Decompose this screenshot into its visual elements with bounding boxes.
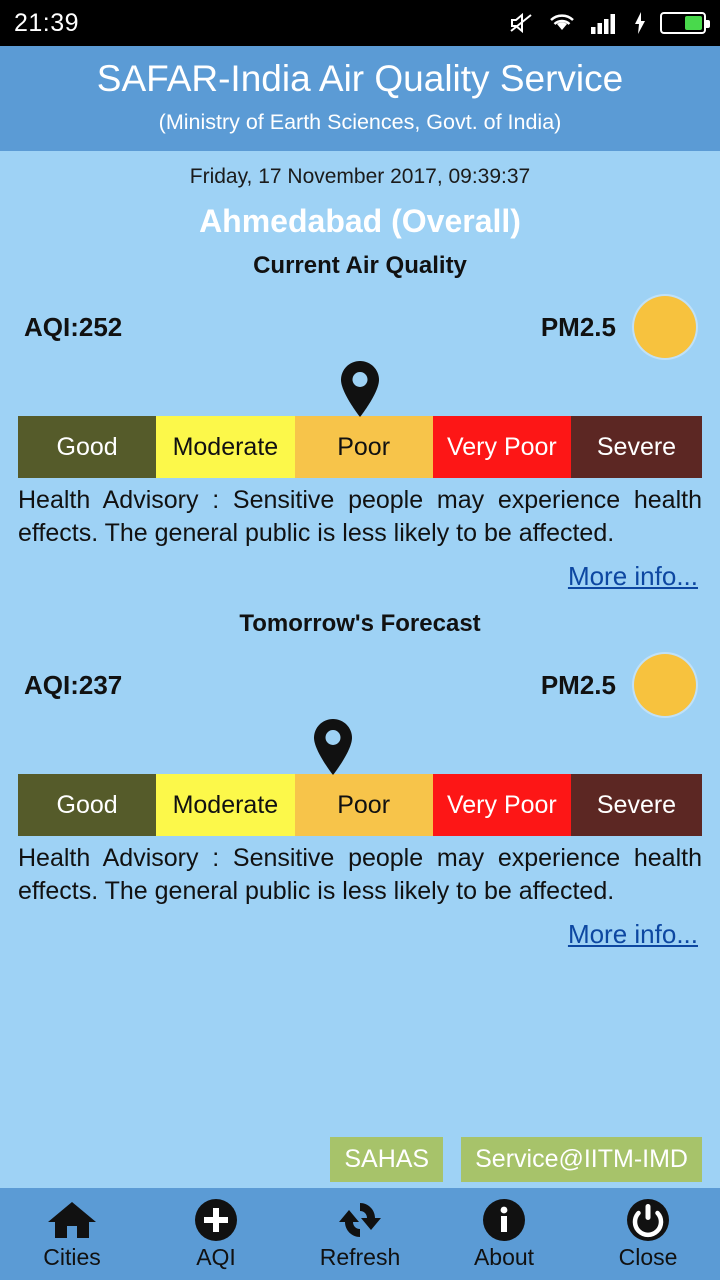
- forecast-more-row: [18, 919, 702, 950]
- tab-refresh-label: Refresh: [319, 1243, 401, 1270]
- forecast-health-advisory: Health Advisory : Sensitive people may experience health effects. The general public is less likely to be affected.: [18, 844, 702, 905]
- current-more-row: [18, 561, 702, 592]
- info-icon: [480, 1198, 528, 1242]
- home-icon: [44, 1198, 100, 1242]
- tab-close[interactable]: [576, 1198, 720, 1271]
- power-icon: [624, 1198, 672, 1242]
- tab-about-label: About: [473, 1243, 535, 1270]
- signal-icon: [590, 11, 620, 35]
- app-title: SAFAR-India Air Quality Service: [96, 58, 624, 99]
- tab-close-label: Close: [618, 1243, 678, 1270]
- tab-refresh[interactable]: [288, 1198, 432, 1271]
- city-name: Ahmedabad (Overall): [199, 203, 521, 240]
- current-aqi-value: AQI:252: [24, 311, 123, 342]
- current-aqi-scale: [18, 416, 702, 478]
- scale-segment-moderate: Moderate: [156, 416, 294, 478]
- footer-badges: [330, 1137, 702, 1182]
- wifi-icon: [547, 11, 577, 35]
- scale-segment-very-poor: Very Poor: [433, 774, 571, 836]
- status-icon-group: [508, 11, 706, 35]
- forecast-aqi-value: AQI:237: [24, 669, 123, 700]
- mute-icon: [508, 11, 534, 35]
- current-pollutant-group: [541, 296, 696, 358]
- app-subtitle: (Ministry of Earth Sciences, Govt. of India): [158, 110, 562, 135]
- current-health-advisory: Health Advisory : Sensitive people may experience health effects. The general public is less likely to be affected.: [18, 486, 702, 547]
- forecast-marker-lane: [18, 716, 702, 774]
- current-scale-marker-icon: [338, 360, 382, 418]
- scale-segment-severe: Severe: [571, 774, 702, 836]
- scale-segment-moderate: Moderate: [156, 774, 294, 836]
- scale-segment-poor: Poor: [295, 416, 433, 478]
- forecast-aqi-row: [18, 654, 702, 716]
- badge-service[interactable]: Service@IITM-IMD: [461, 1137, 702, 1182]
- forecast-section-title: Tomorrow's Forecast: [239, 610, 481, 638]
- status-bar: [0, 0, 720, 46]
- current-more-info-link[interactable]: More info...: [567, 561, 698, 592]
- badge-sahas[interactable]: SAHAS: [330, 1137, 443, 1182]
- tab-cities[interactable]: [0, 1198, 144, 1271]
- status-clock: 21:39: [14, 8, 80, 37]
- current-pollutant-color-dot: [634, 296, 696, 358]
- forecast-scale-marker-icon: [311, 718, 355, 776]
- forecast-pollutant-group: [541, 654, 696, 716]
- forecast-more-info-link[interactable]: More info...: [567, 919, 698, 950]
- current-section-title: Current Air Quality: [253, 252, 467, 280]
- scale-segment-poor: Poor: [295, 774, 433, 836]
- battery-icon: [660, 12, 706, 34]
- app-header: [0, 46, 720, 151]
- scale-segment-very-poor: Very Poor: [433, 416, 571, 478]
- tab-aqi[interactable]: [144, 1198, 288, 1271]
- tab-cities-label: Cities: [43, 1243, 101, 1270]
- scale-segment-good: Good: [18, 416, 156, 478]
- refresh-icon: [336, 1198, 384, 1242]
- scale-segment-severe: Severe: [571, 416, 702, 478]
- tab-about[interactable]: [432, 1198, 576, 1271]
- tab-aqi-label: AQI: [196, 1243, 236, 1270]
- plus-circle-icon: [192, 1198, 240, 1242]
- main-content: [0, 151, 720, 1188]
- current-aqi-row: [18, 296, 702, 358]
- forecast-pollutant-label: PM2.5: [540, 669, 616, 700]
- charging-icon: [633, 11, 647, 35]
- forecast-pollutant-color-dot: [634, 654, 696, 716]
- current-pollutant-label: PM2.5: [540, 311, 616, 342]
- forecast-aqi-scale: [18, 774, 702, 836]
- datetime-label: Friday, 17 November 2017, 09:39:37: [189, 165, 531, 189]
- current-marker-lane: [18, 358, 702, 416]
- bottom-tab-bar: [0, 1188, 720, 1280]
- scale-segment-good: Good: [18, 774, 156, 836]
